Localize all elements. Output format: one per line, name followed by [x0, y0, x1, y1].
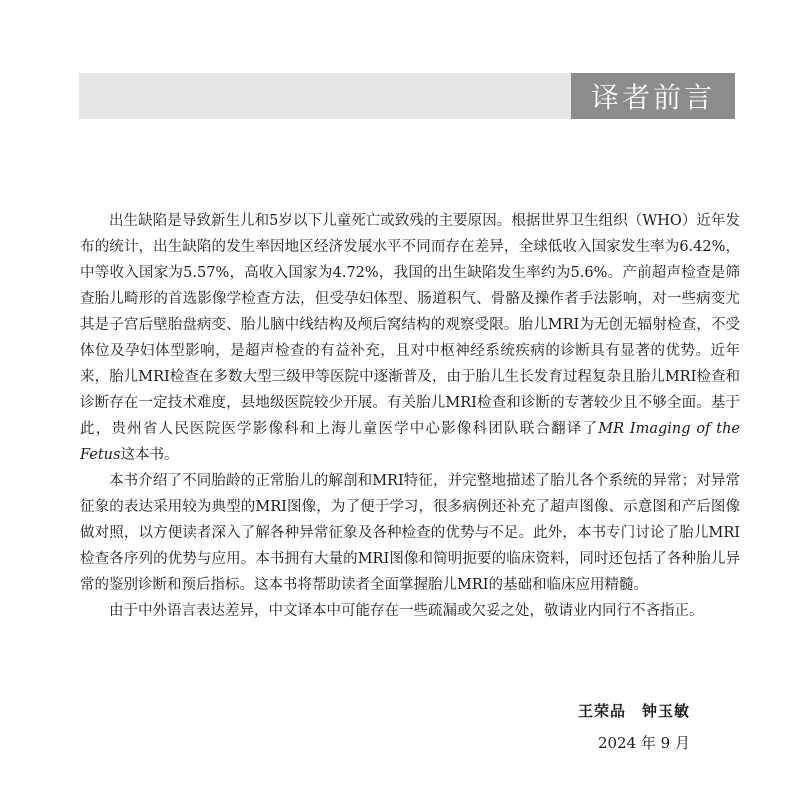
signature-date: 2024 年 9 月 [597, 734, 690, 752]
header-title-box [571, 73, 735, 119]
page-title: 译者前言 [590, 81, 715, 114]
paragraph-1 [80, 208, 740, 468]
paragraph-2: 本书介绍了不同胎龄的正常胎儿的解剖和MRI特征，并完整地描述了胎儿各个系统的异常；对异常征象的表达采用较为典型的MRI图像，为了便于学习，很多病例还补充了超声图像、示意图和产后图像做对照，以方便读者深入了解各种异常征象及各种检查的优势与不足。此外，本书专门讨论了胎儿MRI检查各序列的优势与应用。本书拥有大量的MRI图像和简明扼要的临床资料，同时还包括了各种胎儿异常的鉴别诊断和预后指标。这本书将帮助读者全面掌握胎儿MRI的基础和临床应用精髓。 [80, 473, 740, 593]
paragraph-1-text: 出生缺陷是导致新生儿和5岁以下儿童死亡或致残的主要原因。根据世界卫生组织（WHO）近年发布的统计，出生缺陷的发生率因地区经济发展水平不同而存在差异，全球低收入国家发生率为6.42%，中等收入国家为5.57%，高收入国家为4.72%，我国的出生缺陷发生率约为5.6%。产前超声检查是筛查胎儿畸形的首选影像学检查方法，但受孕妇体型、肠道积气、骨骼及操作者手法影响，对一些病变尤其是子宫后壁胎盘病变、胎儿脑中线结构及颅后窝结构的观察受限。胎儿MRI为无创无辐射检查，不受体位及孕妇体型影响，是超声检查的有益补充，且对中枢神经系统疾病的诊断具有显著的优势。近年来，胎儿MRI检查在多数大型三级甲等医院中逐渐普及，由于胎儿生长发育过程复杂且胎儿MRI检查和诊断存在一定技术难度，县地级医院较少开展。有关胎儿MRI检查和诊断的专著较少且不够全面。基于此，贵州省人民医院医学影像科和上海儿童医学中心影像科团队联合翻译了 [80, 213, 740, 437]
paragraph-3: 由于中外语言表达差异，中文译本中可能存在一些疏漏或欠妥之处，敬请业内同行不吝指正。 [109, 603, 704, 619]
paragraph-1-end: 这本书。 [120, 447, 179, 463]
translator-names: 王荣品 钟玉敏 [577, 702, 690, 720]
signature-block [578, 696, 690, 758]
book-title: MR Imaging of the Fetus [80, 421, 740, 463]
preface-body [80, 208, 740, 624]
